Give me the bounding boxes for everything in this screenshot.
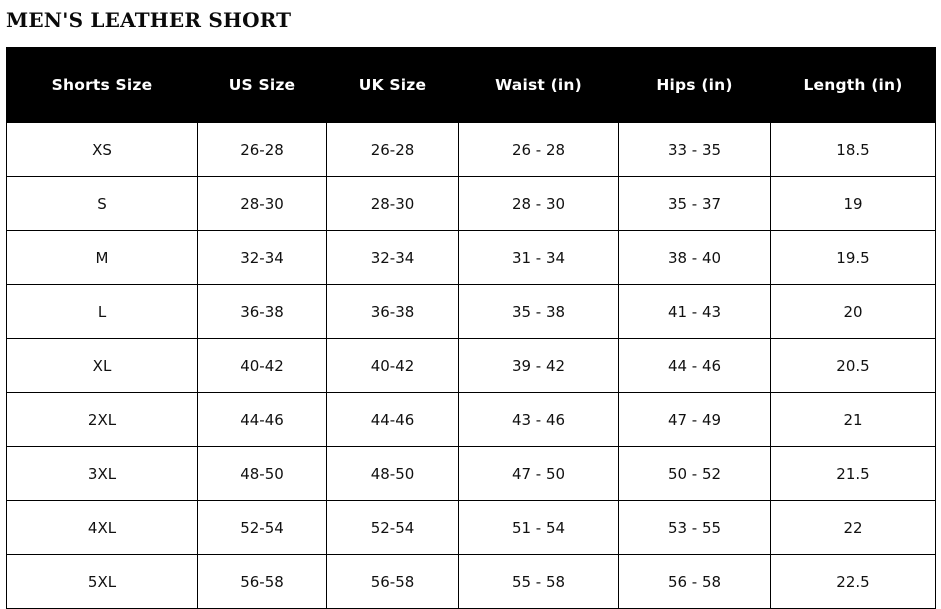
table-row [7,447,936,501]
table-row [7,501,936,555]
table-row [7,393,936,447]
cell-waist: 55 - 58 [459,555,619,609]
cell-waist: 43 - 46 [459,393,619,447]
cell-waist: 26 - 28 [459,123,619,177]
cell-hips: 35 - 37 [619,177,771,231]
column-header-uk-size: UK Size [327,48,459,123]
cell-us-size: 48-50 [198,447,327,501]
cell-hips: 33 - 35 [619,123,771,177]
cell-us-size: 52-54 [198,501,327,555]
table-row [7,339,936,393]
cell-us-size: 28-30 [198,177,327,231]
cell-uk-size: 26-28 [327,123,459,177]
cell-length: 22.5 [771,555,936,609]
cell-shorts-size: 5XL [7,555,198,609]
cell-us-size: 40-42 [198,339,327,393]
table-row [7,285,936,339]
cell-waist: 28 - 30 [459,177,619,231]
cell-waist: 31 - 34 [459,231,619,285]
cell-length: 20 [771,285,936,339]
cell-hips: 38 - 40 [619,231,771,285]
column-header-length: Length (in) [771,48,936,123]
cell-hips: 41 - 43 [619,285,771,339]
cell-length: 22 [771,501,936,555]
cell-hips: 47 - 49 [619,393,771,447]
column-header-waist: Waist (in) [459,48,619,123]
cell-waist: 47 - 50 [459,447,619,501]
table-header-row [7,48,936,123]
cell-us-size: 26-28 [198,123,327,177]
page-title: MEN'S LEATHER SHORT [6,8,292,32]
cell-us-size: 56-58 [198,555,327,609]
column-header-shorts-size: Shorts Size [7,48,198,123]
cell-waist: 39 - 42 [459,339,619,393]
cell-shorts-size: S [7,177,198,231]
cell-us-size: 44-46 [198,393,327,447]
cell-uk-size: 40-42 [327,339,459,393]
cell-uk-size: 44-46 [327,393,459,447]
cell-hips: 50 - 52 [619,447,771,501]
table-header [7,48,936,123]
cell-length: 19 [771,177,936,231]
cell-shorts-size: 3XL [7,447,198,501]
cell-waist: 35 - 38 [459,285,619,339]
cell-shorts-size: XS [7,123,198,177]
cell-us-size: 36-38 [198,285,327,339]
column-header-us-size: US Size [198,48,327,123]
cell-length: 19.5 [771,231,936,285]
cell-shorts-size: 2XL [7,393,198,447]
cell-uk-size: 48-50 [327,447,459,501]
cell-length: 18.5 [771,123,936,177]
cell-hips: 44 - 46 [619,339,771,393]
table-row [7,177,936,231]
cell-shorts-size: 4XL [7,501,198,555]
table-row [7,555,936,609]
cell-length: 21 [771,393,936,447]
cell-waist: 51 - 54 [459,501,619,555]
table-body [7,123,936,609]
cell-hips: 56 - 58 [619,555,771,609]
cell-shorts-size: M [7,231,198,285]
cell-length: 21.5 [771,447,936,501]
column-header-hips: Hips (in) [619,48,771,123]
cell-uk-size: 28-30 [327,177,459,231]
cell-uk-size: 36-38 [327,285,459,339]
cell-length: 20.5 [771,339,936,393]
cell-uk-size: 32-34 [327,231,459,285]
size-chart-table-container [6,47,935,609]
cell-uk-size: 52-54 [327,501,459,555]
cell-shorts-size: XL [7,339,198,393]
table-row [7,231,936,285]
table-row [7,123,936,177]
cell-shorts-size: L [7,285,198,339]
cell-uk-size: 56-58 [327,555,459,609]
cell-hips: 53 - 55 [619,501,771,555]
size-chart-table [6,47,936,609]
cell-us-size: 32-34 [198,231,327,285]
